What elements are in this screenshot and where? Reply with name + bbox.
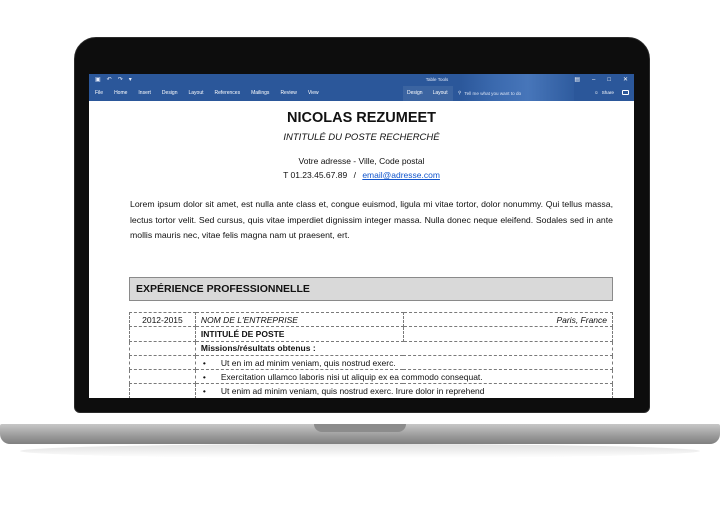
table-row (130, 355, 613, 369)
resume-intro: Lorem ipsum dolor sit amet, est nulla ante class et, congue euismod, ligula mi vitae tortor, dolor nonummy. Qui tellus massa, lectus tortor velit. Sed cursus, quis vitae imperdiet dignissim integer massa. Nulla donec neque eleifend. Sodales sed in ante mollis mauris nec, vitae felis magna nam ut praesent, ert. (130, 199, 613, 240)
resume-address: Votre adresse - Ville, Code postal (298, 156, 425, 166)
share-button[interactable] (594, 90, 614, 95)
resume-name: NICOLAS REZUMEET (286, 110, 437, 126)
experience-missions-label: Missions/résultats obtenus : (195, 341, 612, 355)
table-row (130, 384, 613, 398)
tell-me-text: Tell me what you want to do (464, 90, 522, 96)
contact-separator: / (353, 170, 356, 180)
table-cell-empty (130, 370, 196, 384)
tab-home[interactable]: Home (114, 90, 128, 96)
resume-email-link[interactable]: email@adresse.com (362, 170, 440, 180)
tab-file[interactable]: File (95, 90, 104, 96)
customize-icon[interactable]: ▾ (128, 77, 132, 83)
save-icon[interactable]: ▣ (95, 77, 101, 83)
ribbon-tabs (95, 90, 319, 96)
experience-location: Paris, France (403, 313, 612, 327)
tab-view[interactable]: View (307, 90, 319, 96)
table-cell-empty (130, 341, 196, 355)
quick-access-toolbar (95, 77, 132, 84)
table-row (130, 370, 613, 384)
experience-bullet: • Ut enim ad minim veniam, quis nostrud exerc. Irure dolor in reprehend (195, 384, 612, 398)
tab-design[interactable]: Design (161, 90, 178, 96)
lightbulb-icon: ⚲ (458, 90, 462, 95)
tab-table-layout[interactable]: Layout (432, 90, 448, 96)
laptop-shadow (20, 444, 700, 458)
word-ribbon (89, 74, 634, 101)
person-icon: ☺ (594, 90, 599, 95)
context-tabs (407, 90, 448, 96)
experience-years: 2012-2015 (130, 313, 196, 327)
resume-contact (89, 170, 634, 180)
tab-review[interactable]: Review (280, 90, 297, 96)
tab-insert[interactable]: Insert (138, 90, 151, 96)
redo-icon[interactable]: ↷ (117, 77, 123, 83)
table-cell-empty (130, 327, 196, 341)
experience-table (129, 312, 613, 398)
resume-job-title: INTITULÉ DU POSTE RECHERCHÉ (283, 132, 440, 143)
laptop-notch (314, 424, 406, 432)
ribbon-options-icon[interactable]: ▤ (574, 77, 580, 83)
experience-bullet: • Ut en im ad minim veniam, quis nostrud exerc. (195, 355, 612, 369)
tab-mailings[interactable]: Mailings (251, 90, 270, 96)
section-title-experience: EXPÉRIENCE PROFESSIONNELLE (129, 277, 613, 301)
experience-position: INTITULÉ DE POSTE (195, 327, 403, 341)
window-controls (574, 76, 628, 84)
tab-table-design[interactable]: Design (407, 90, 423, 96)
laptop-screen (89, 74, 634, 398)
window-title: Table Tools (425, 77, 449, 82)
share-label: Share (601, 90, 614, 95)
tab-layout[interactable]: Layout (188, 90, 204, 96)
ribbon-decoration (459, 74, 574, 101)
maximize-icon[interactable]: □ (607, 77, 611, 83)
document-page (89, 101, 634, 398)
minimize-icon[interactable]: – (592, 77, 596, 83)
table-row (130, 313, 613, 327)
resume-phone: T 01.23.45.67.89 (283, 170, 348, 180)
table-cell-empty (130, 355, 196, 369)
tell-me-box[interactable] (458, 90, 521, 96)
comment-icon[interactable] (622, 90, 629, 95)
tab-references[interactable]: References (214, 90, 241, 96)
table-cell-empty (130, 384, 196, 398)
table-row (130, 327, 613, 341)
table-row (130, 341, 613, 355)
undo-icon[interactable]: ↶ (106, 77, 112, 83)
close-icon[interactable]: ✕ (622, 77, 628, 83)
experience-company: NOM DE L'ENTREPRISE (195, 313, 403, 327)
table-cell-empty (403, 327, 612, 341)
experience-bullet: • Exercitation ullamco laboris nisi ut aliquip ex ea commodo consequat. (195, 370, 612, 384)
